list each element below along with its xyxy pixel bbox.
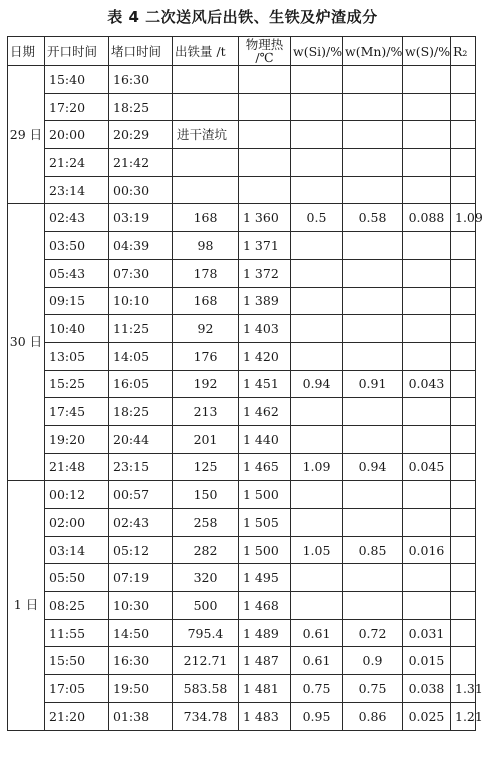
- mn-cell: [343, 425, 403, 453]
- plug-time-cell: 21:42: [109, 149, 173, 177]
- table-row: [8, 509, 476, 537]
- tapping-amount-cell: 500: [173, 592, 239, 620]
- si-cell: 1.05: [291, 536, 343, 564]
- s-cell: [403, 398, 451, 426]
- table-row: [8, 315, 476, 343]
- physical-heat-cell: [239, 66, 291, 94]
- tapping-composition-table: [7, 36, 483, 731]
- table-row: [8, 176, 476, 204]
- open-time-cell: 17:05: [45, 675, 109, 703]
- header-tapping-amount: 出铁量 /t: [173, 37, 239, 66]
- table-row: [8, 453, 476, 481]
- si-cell: [291, 425, 343, 453]
- table-row: [8, 398, 476, 426]
- physical-heat-cell: [239, 149, 291, 177]
- open-time-cell: 08:25: [45, 592, 109, 620]
- tapping-amount-cell: 583.58: [173, 675, 239, 703]
- mn-cell: 0.94: [343, 453, 403, 481]
- date-cell: 29 日: [8, 66, 45, 204]
- si-cell: [291, 481, 343, 509]
- physical-heat-cell: 1 440: [239, 425, 291, 453]
- si-cell: [291, 93, 343, 121]
- physical-heat-cell: 1 489: [239, 619, 291, 647]
- plug-time-cell: 04:39: [109, 232, 173, 260]
- plug-time-cell: 19:50: [109, 675, 173, 703]
- si-cell: [291, 259, 343, 287]
- r2-cell: [451, 398, 476, 426]
- date-cell: 1 日: [8, 481, 45, 730]
- open-time-cell: 02:00: [45, 509, 109, 537]
- tapping-amount-cell: 176: [173, 342, 239, 370]
- mn-cell: [343, 564, 403, 592]
- physical-heat-cell: 1 403: [239, 315, 291, 343]
- plug-time-cell: 14:50: [109, 619, 173, 647]
- mn-cell: [343, 509, 403, 537]
- r2-cell: [451, 232, 476, 260]
- plug-time-cell: 02:43: [109, 509, 173, 537]
- open-time-cell: 17:20: [45, 93, 109, 121]
- r2-cell: 1.21: [451, 702, 476, 730]
- s-cell: [403, 315, 451, 343]
- open-time-cell: 00:12: [45, 481, 109, 509]
- table-row: [8, 121, 476, 149]
- physical-heat-cell: 1 420: [239, 342, 291, 370]
- mn-cell: 0.58: [343, 204, 403, 232]
- table-row: [8, 259, 476, 287]
- s-cell: [403, 342, 451, 370]
- open-time-cell: 02:43: [45, 204, 109, 232]
- open-time-cell: 11:55: [45, 619, 109, 647]
- header-s: w(S)/%: [403, 37, 451, 66]
- si-cell: [291, 592, 343, 620]
- tapping-amount-cell: 213: [173, 398, 239, 426]
- table-row: [8, 647, 476, 675]
- s-cell: 0.016: [403, 536, 451, 564]
- r2-cell: [451, 564, 476, 592]
- table-row: [8, 204, 476, 232]
- s-cell: [403, 564, 451, 592]
- plug-time-cell: 00:57: [109, 481, 173, 509]
- table-row: [8, 536, 476, 564]
- plug-time-cell: 11:25: [109, 315, 173, 343]
- tapping-amount-cell: [173, 66, 239, 94]
- s-cell: [403, 509, 451, 537]
- table-row: [8, 675, 476, 703]
- si-cell: [291, 564, 343, 592]
- r2-cell: [451, 647, 476, 675]
- physical-heat-cell: [239, 121, 291, 149]
- plug-time-cell: 01:38: [109, 702, 173, 730]
- mn-cell: [343, 287, 403, 315]
- open-time-cell: 03:14: [45, 536, 109, 564]
- mn-cell: 0.86: [343, 702, 403, 730]
- mn-cell: [343, 66, 403, 94]
- si-cell: 0.94: [291, 370, 343, 398]
- tapping-amount-cell: 125: [173, 453, 239, 481]
- r2-cell: [451, 149, 476, 177]
- tapping-amount-cell: 734.78: [173, 702, 239, 730]
- tapping-amount-cell: 150: [173, 481, 239, 509]
- table-row: [8, 66, 476, 94]
- si-cell: 0.95: [291, 702, 343, 730]
- mn-cell: [343, 176, 403, 204]
- plug-time-cell: 20:29: [109, 121, 173, 149]
- plug-time-cell: 18:25: [109, 93, 173, 121]
- header-mn: w(Mn)/%: [343, 37, 403, 66]
- s-cell: [403, 287, 451, 315]
- si-cell: 0.61: [291, 647, 343, 675]
- open-time-cell: 20:00: [45, 121, 109, 149]
- tapping-amount-cell: 282: [173, 536, 239, 564]
- physical-heat-cell: 1 495: [239, 564, 291, 592]
- r2-cell: [451, 536, 476, 564]
- header-physical-heat-unit: /℃: [255, 50, 274, 65]
- si-cell: [291, 509, 343, 537]
- r2-cell: [451, 425, 476, 453]
- plug-time-cell: 20:44: [109, 425, 173, 453]
- si-cell: [291, 176, 343, 204]
- open-time-cell: 19:20: [45, 425, 109, 453]
- mn-cell: [343, 121, 403, 149]
- header-r2: R₂: [451, 37, 476, 66]
- s-cell: [403, 481, 451, 509]
- r2-cell: [451, 121, 476, 149]
- tapping-amount-cell: 212.71: [173, 647, 239, 675]
- physical-heat-cell: 1 465: [239, 453, 291, 481]
- si-cell: [291, 398, 343, 426]
- open-time-cell: 03:50: [45, 232, 109, 260]
- open-time-cell: 21:20: [45, 702, 109, 730]
- r2-cell: [451, 259, 476, 287]
- r2-cell: [451, 509, 476, 537]
- r2-cell: 1.31: [451, 675, 476, 703]
- header-plug-time: 堵口时间: [109, 37, 173, 66]
- mn-cell: [343, 398, 403, 426]
- mn-cell: [343, 342, 403, 370]
- table-row: [8, 342, 476, 370]
- s-cell: [403, 66, 451, 94]
- plug-time-cell: 18:25: [109, 398, 173, 426]
- tapping-amount-cell: [173, 149, 239, 177]
- table-row: [8, 287, 476, 315]
- physical-heat-cell: 1 360: [239, 204, 291, 232]
- physical-heat-cell: 1 505: [239, 509, 291, 537]
- plug-time-cell: 10:10: [109, 287, 173, 315]
- r2-cell: [451, 453, 476, 481]
- open-time-cell: 05:50: [45, 564, 109, 592]
- s-cell: [403, 121, 451, 149]
- r2-cell: [451, 315, 476, 343]
- tapping-amount-cell: 258: [173, 509, 239, 537]
- date-cell: 30 日: [8, 204, 45, 481]
- s-cell: [403, 93, 451, 121]
- plug-time-cell: 23:15: [109, 453, 173, 481]
- plug-time-cell: 16:05: [109, 370, 173, 398]
- plug-time-cell: 14:05: [109, 342, 173, 370]
- si-cell: [291, 149, 343, 177]
- si-cell: 0.75: [291, 675, 343, 703]
- tapping-amount-cell: 168: [173, 204, 239, 232]
- mn-cell: 0.72: [343, 619, 403, 647]
- tapping-amount-cell: 178: [173, 259, 239, 287]
- mn-cell: 0.75: [343, 675, 403, 703]
- physical-heat-cell: 1 481: [239, 675, 291, 703]
- table-row: [8, 564, 476, 592]
- table-row: [8, 149, 476, 177]
- open-time-cell: 21:24: [45, 149, 109, 177]
- r2-cell: [451, 176, 476, 204]
- table-row: [8, 370, 476, 398]
- plug-time-cell: 03:19: [109, 204, 173, 232]
- header-row: [8, 37, 476, 66]
- plug-time-cell: 07:19: [109, 564, 173, 592]
- plug-time-cell: 10:30: [109, 592, 173, 620]
- r2-cell: [451, 619, 476, 647]
- s-cell: 0.038: [403, 675, 451, 703]
- tapping-amount-cell: 168: [173, 287, 239, 315]
- si-cell: [291, 121, 343, 149]
- physical-heat-cell: [239, 176, 291, 204]
- physical-heat-cell: 1 371: [239, 232, 291, 260]
- physical-heat-cell: 1 462: [239, 398, 291, 426]
- open-time-cell: 13:05: [45, 342, 109, 370]
- s-cell: 0.015: [403, 647, 451, 675]
- s-cell: [403, 232, 451, 260]
- physical-heat-cell: [239, 93, 291, 121]
- s-cell: [403, 176, 451, 204]
- mn-cell: [343, 149, 403, 177]
- physical-heat-cell: 1 468: [239, 592, 291, 620]
- table-row: [8, 619, 476, 647]
- r2-cell: [451, 342, 476, 370]
- r2-cell: [451, 592, 476, 620]
- plug-time-cell: 00:30: [109, 176, 173, 204]
- r2-cell: [451, 66, 476, 94]
- si-cell: 0.5: [291, 204, 343, 232]
- s-cell: 0.025: [403, 702, 451, 730]
- open-time-cell: 09:15: [45, 287, 109, 315]
- r2-cell: [451, 287, 476, 315]
- physical-heat-cell: 1 483: [239, 702, 291, 730]
- physical-heat-cell: 1 500: [239, 481, 291, 509]
- mn-cell: [343, 592, 403, 620]
- plug-time-cell: 07:30: [109, 259, 173, 287]
- r2-cell: [451, 481, 476, 509]
- tapping-amount-cell: 320: [173, 564, 239, 592]
- si-cell: 0.61: [291, 619, 343, 647]
- table-row: [8, 232, 476, 260]
- table-row: [8, 481, 476, 509]
- table-row: [8, 93, 476, 121]
- open-time-cell: 15:50: [45, 647, 109, 675]
- tapping-amount-cell: 98: [173, 232, 239, 260]
- table-caption: 表 4 二次送风后出铁、生铁及炉渣成分: [107, 8, 378, 26]
- header-open-time: 开口时间: [45, 37, 109, 66]
- open-time-cell: 17:45: [45, 398, 109, 426]
- open-time-cell: 10:40: [45, 315, 109, 343]
- mn-cell: [343, 481, 403, 509]
- s-cell: [403, 425, 451, 453]
- physical-heat-cell: 1 500: [239, 536, 291, 564]
- tapping-amount-cell: [173, 176, 239, 204]
- tapping-amount-cell: 进干渣坑: [173, 121, 239, 149]
- tapping-amount-cell: 201: [173, 425, 239, 453]
- tapping-amount-cell: 795.4: [173, 619, 239, 647]
- mn-cell: [343, 232, 403, 260]
- plug-time-cell: 16:30: [109, 66, 173, 94]
- si-cell: [291, 232, 343, 260]
- r2-cell: 1.09: [451, 204, 476, 232]
- s-cell: [403, 149, 451, 177]
- header-physical-heat-label: 物理热: [245, 37, 284, 52]
- header-date: 日期: [8, 37, 45, 66]
- si-cell: [291, 342, 343, 370]
- physical-heat-cell: 1 389: [239, 287, 291, 315]
- physical-heat-cell: 1 372: [239, 259, 291, 287]
- s-cell: 0.088: [403, 204, 451, 232]
- s-cell: [403, 592, 451, 620]
- open-time-cell: 23:14: [45, 176, 109, 204]
- s-cell: 0.043: [403, 370, 451, 398]
- si-cell: 1.09: [291, 453, 343, 481]
- s-cell: 0.045: [403, 453, 451, 481]
- mn-cell: [343, 315, 403, 343]
- header-si: w(Si)/%: [291, 37, 343, 66]
- mn-cell: 0.85: [343, 536, 403, 564]
- r2-cell: [451, 370, 476, 398]
- s-cell: 0.031: [403, 619, 451, 647]
- physical-heat-cell: 1 451: [239, 370, 291, 398]
- plug-time-cell: 16:30: [109, 647, 173, 675]
- mn-cell: 0.91: [343, 370, 403, 398]
- open-time-cell: 15:40: [45, 66, 109, 94]
- tapping-amount-cell: [173, 93, 239, 121]
- header-physical-heat: [239, 37, 291, 66]
- mn-cell: [343, 93, 403, 121]
- open-time-cell: 05:43: [45, 259, 109, 287]
- mn-cell: 0.9: [343, 647, 403, 675]
- tapping-amount-cell: 192: [173, 370, 239, 398]
- table-row: [8, 592, 476, 620]
- open-time-cell: 21:48: [45, 453, 109, 481]
- r2-cell: [451, 93, 476, 121]
- s-cell: [403, 259, 451, 287]
- open-time-cell: 15:25: [45, 370, 109, 398]
- table-row: [8, 702, 476, 730]
- si-cell: [291, 66, 343, 94]
- plug-time-cell: 05:12: [109, 536, 173, 564]
- physical-heat-cell: 1 487: [239, 647, 291, 675]
- si-cell: [291, 287, 343, 315]
- mn-cell: [343, 259, 403, 287]
- tapping-amount-cell: 92: [173, 315, 239, 343]
- table-row: [8, 425, 476, 453]
- si-cell: [291, 315, 343, 343]
